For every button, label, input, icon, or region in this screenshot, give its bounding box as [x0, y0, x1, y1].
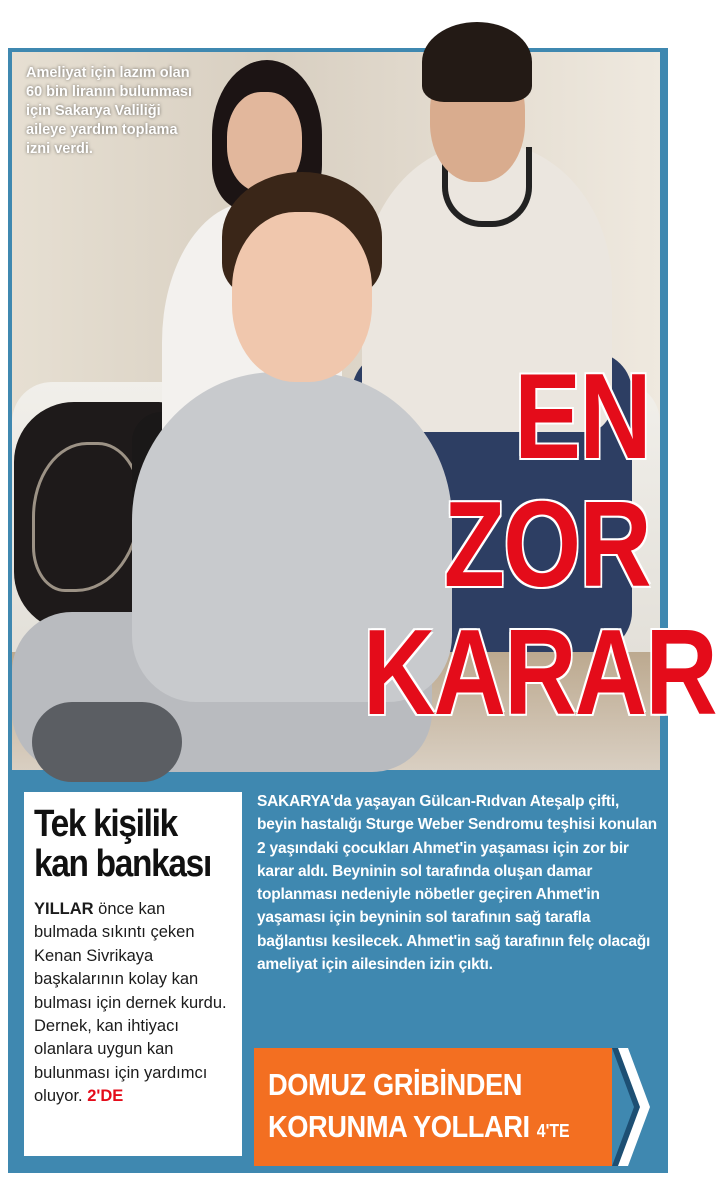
side-story-title-line-2: kan bankası: [34, 843, 211, 885]
promo-text: [268, 1064, 638, 1152]
headline-line-1: EN: [514, 348, 650, 484]
side-story: [24, 792, 242, 1156]
photo-child-face: [232, 212, 372, 382]
promo-page-ref: 4'TE: [536, 1121, 570, 1141]
promo-line-2: [268, 1106, 638, 1152]
promo-line-1: DOMUZ GRİBİNDEN: [268, 1067, 523, 1102]
photo-caption: Ameliyat için lazım olan 60 bin liranın bulunması için Sakarya Valiliği aileye yardım toplama izni verdi.: [26, 65, 192, 157]
photo-father-hair: [422, 22, 532, 102]
side-story-title: [34, 804, 245, 884]
side-story-page-ref[interactable]: 2'DE: [87, 1087, 124, 1106]
headline-line-3: KARAR: [363, 604, 716, 740]
promo-line-2-text: KORUNMA YOLLARI: [268, 1109, 530, 1144]
chevron-right-icon: [612, 1048, 652, 1166]
promo-banner[interactable]: [254, 1048, 652, 1166]
main-story-body: SAKARYA'da yaşayan Gülcan-Rıdvan Ateşalp çifti, beyin hastalığı Sturge Weber Sendromu teşhisi konulan 2 yaşındaki çocukları Ahmet'in yaşaması için zor bir karar aldı. Beyninin sol tarafında oluşan damar toplanması nedeniyle nöbetler geçiren Ahmet'in yaşaması için beyninin sol tarafının sağ tarafla bağlantısı kesilecek. Ahmet'in sağ tarafının felç olacağı ameliyat için ailesinden izin çıktı.: [257, 793, 657, 974]
side-story-lead-word: YILLAR: [34, 900, 94, 918]
side-story-body: [34, 898, 232, 1109]
side-story-text: önce kan bulmada sıkıntı çeken Kenan Sivrikaya başkalarının kolay kan bulması için dernek kurdu. Dernek, kan ihtiyacı olanlara uygun kan bulunması için yardımcı oluyor.: [34, 900, 227, 1106]
side-story-title-line-1: Tek kişilik: [34, 803, 177, 845]
photo-child-shoe: [32, 702, 182, 782]
headline: [363, 348, 716, 740]
headline-line-2: ZOR: [443, 476, 650, 612]
